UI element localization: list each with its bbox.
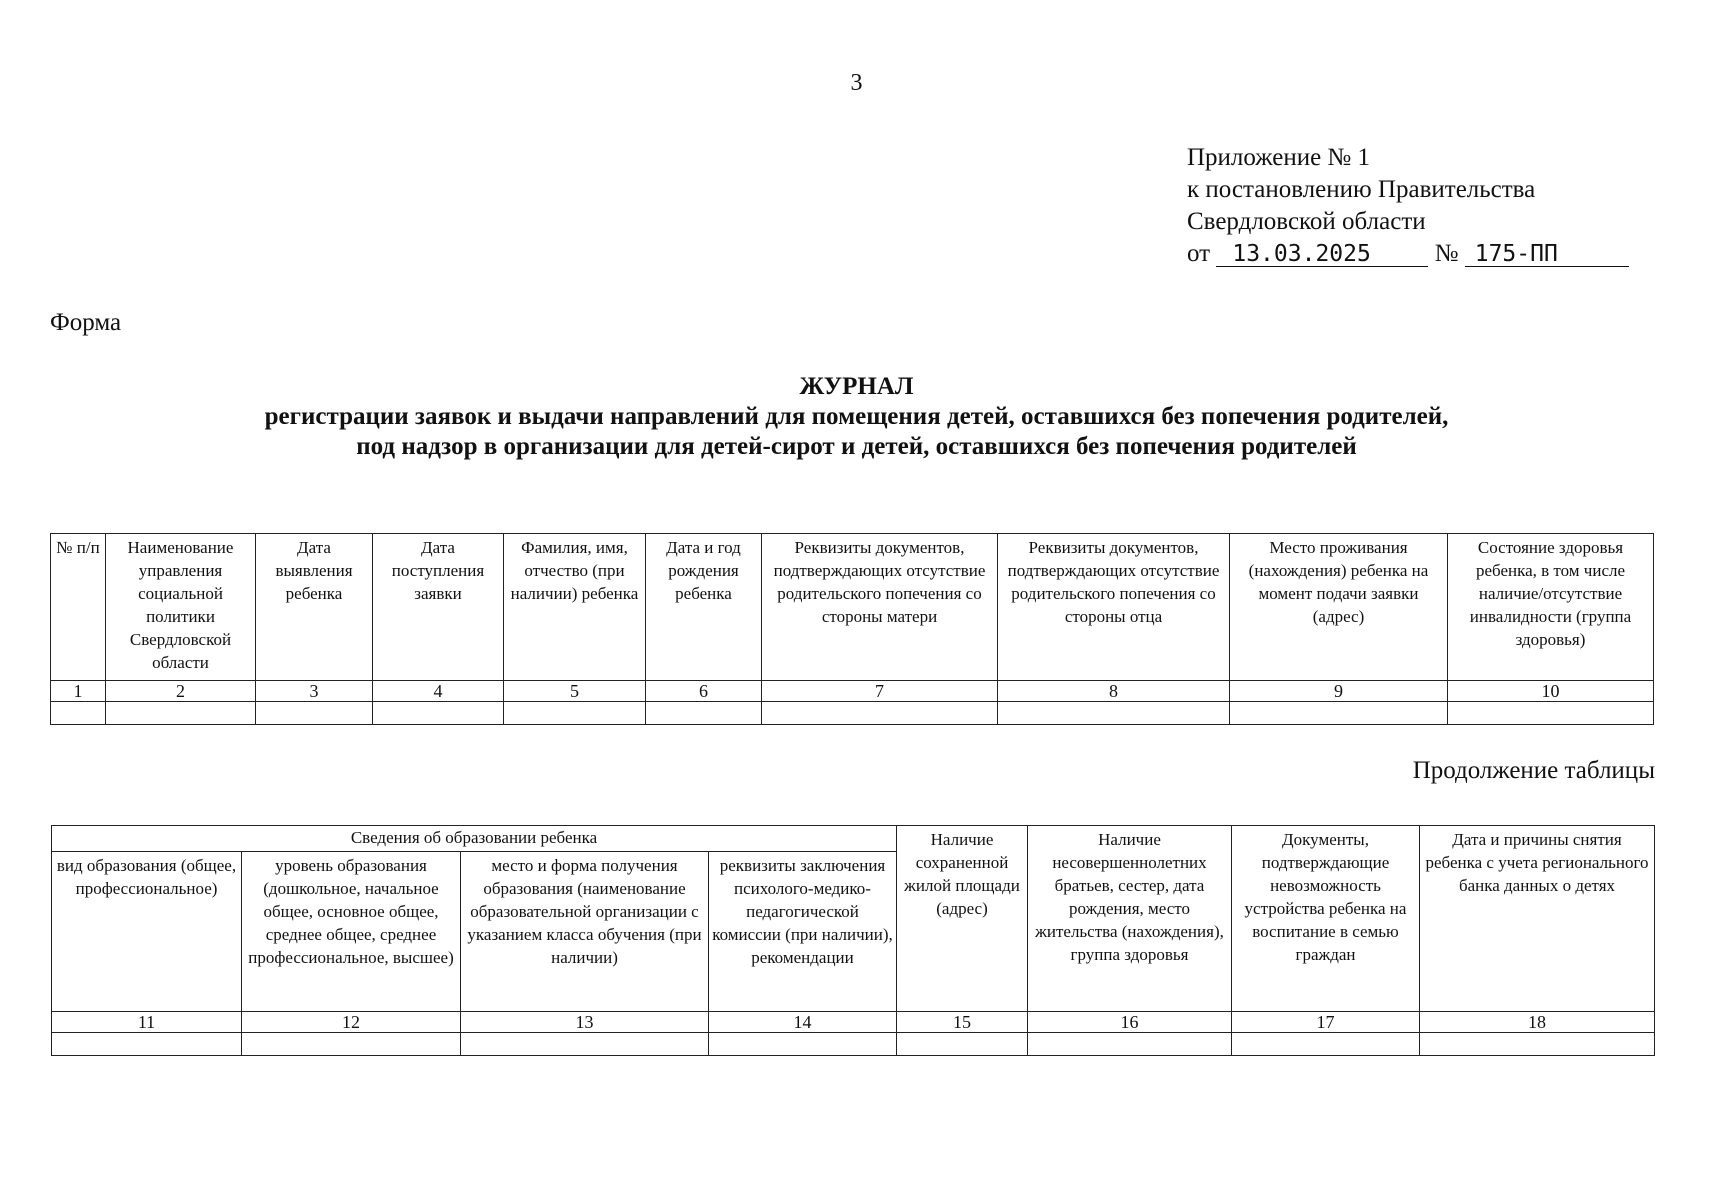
table-cell [242, 1033, 461, 1056]
header-cell: Дата выявления ребенка [256, 534, 373, 681]
table-cell [504, 702, 646, 725]
header-cell: Дата и год рождения ребенка [646, 534, 762, 681]
decree-number: 175-ПП [1465, 242, 1629, 267]
table-cell [998, 702, 1230, 725]
header-cell: Реквизиты документов, подтверждающих отсутствие родительского попечения со стороны матери [762, 534, 998, 681]
table-cell [51, 702, 106, 725]
education-group-header: Сведения об образовании ребенка [52, 826, 897, 852]
table-cell [1448, 702, 1654, 725]
title-line-3: под надзор в организации для детей-сирот и детей, оставшихся без попечения родителей [356, 433, 1357, 460]
table-cell [709, 1033, 897, 1056]
column-number: 6 [646, 681, 762, 702]
page-number: 3 [850, 70, 863, 96]
column-number: 7 [762, 681, 998, 702]
header-cell: Наименование управления социальной политики Свердловской области [106, 534, 256, 681]
column-number: 3 [256, 681, 373, 702]
header-cell: Дата и причины снятия ребенка с учета регионального банка данных о детях [1420, 826, 1655, 1012]
sub-header-cell: вид образования (общее, профессиональное) [52, 852, 242, 1012]
table-cell [461, 1033, 709, 1056]
header-cell: № п/п [51, 534, 106, 681]
header-cell: Дата поступления заявки [373, 534, 504, 681]
column-number: 10 [1448, 681, 1654, 702]
title-line-1: ЖУРНАЛ [799, 373, 914, 400]
column-number: 4 [373, 681, 504, 702]
header-cell: Наличие сохраненной жилой площади (адрес) [897, 826, 1028, 1012]
column-number: 2 [106, 681, 256, 702]
appendix-line-2: к постановлению Правительства [1187, 176, 1536, 203]
header-cell: Состояние здоровья ребенка, в том числе наличие/отсутствие инвалидности (группа здоровья) [1448, 534, 1654, 681]
decree-date: 13.03.2025 [1216, 242, 1428, 267]
form-label: Форма [50, 309, 122, 336]
column-number: 12 [242, 1012, 461, 1033]
table-cell [52, 1033, 242, 1056]
column-number: 14 [709, 1012, 897, 1033]
column-number: 18 [1420, 1012, 1655, 1033]
title-line-2: регистрации заявок и выдачи направлений для помещения детей, оставшихся без попечения родителей, [264, 403, 1449, 430]
column-number: 5 [504, 681, 646, 702]
column-number: 9 [1230, 681, 1448, 702]
header-cell: Фамилия, имя, отчество (при наличии) ребенка [504, 534, 646, 681]
table-row [51, 702, 1654, 725]
appendix-date-line [1187, 238, 1629, 270]
table-cell [373, 702, 504, 725]
table-cell [1420, 1033, 1655, 1056]
header-cell: Документы, подтверждающие невозможность устройства ребенка на воспитание в семью граждан [1232, 826, 1420, 1012]
column-number: 17 [1232, 1012, 1420, 1033]
column-number: 8 [998, 681, 1230, 702]
table-cell [1230, 702, 1448, 725]
column-number: 11 [52, 1012, 242, 1033]
appendix-block [1187, 142, 1629, 270]
table-cell [762, 702, 998, 725]
header-cell: Наличие несовершеннолетних братьев, сестер, дата рождения, место жительства (нахождения), группа здоровья [1028, 826, 1232, 1012]
sub-header-cell: уровень образования (дошкольное, начальное общее, основное общее, среднее общее, среднее профессиональное, высшее) [242, 852, 461, 1012]
table-cell [646, 702, 762, 725]
table-cell [256, 702, 373, 725]
number-prefix: № [1434, 240, 1459, 267]
column-number: 13 [461, 1012, 709, 1033]
continuation-label: Продолжение таблицы [1412, 757, 1655, 784]
table-cell [1028, 1033, 1232, 1056]
column-number: 1 [51, 681, 106, 702]
header-cell: Реквизиты документов, подтверждающих отсутствие родительского попечения со стороны отца [998, 534, 1230, 681]
header-cell: Место проживания (нахождения) ребенка на момент подачи заявки (адрес) [1230, 534, 1448, 681]
appendix-line-3: Свердловской области [1187, 208, 1426, 235]
journal-table-part-2 [51, 825, 1655, 1056]
table-row [52, 1033, 1655, 1056]
column-number: 16 [1028, 1012, 1232, 1033]
column-number: 15 [897, 1012, 1028, 1033]
table-cell [1232, 1033, 1420, 1056]
date-prefix: от [1187, 240, 1211, 267]
appendix-line-1: Приложение № 1 [1187, 144, 1371, 171]
journal-table-part-1 [50, 533, 1654, 725]
document-title [0, 372, 1713, 462]
sub-header-cell: реквизиты заключения психолого-медико-педагогической комиссии (при наличии), рекомендации [709, 852, 897, 1012]
sub-header-cell: место и форма получения образования (наименование образовательной организации с указанием класса обучения (при наличии) [461, 852, 709, 1012]
table-cell [106, 702, 256, 725]
table-cell [897, 1033, 1028, 1056]
